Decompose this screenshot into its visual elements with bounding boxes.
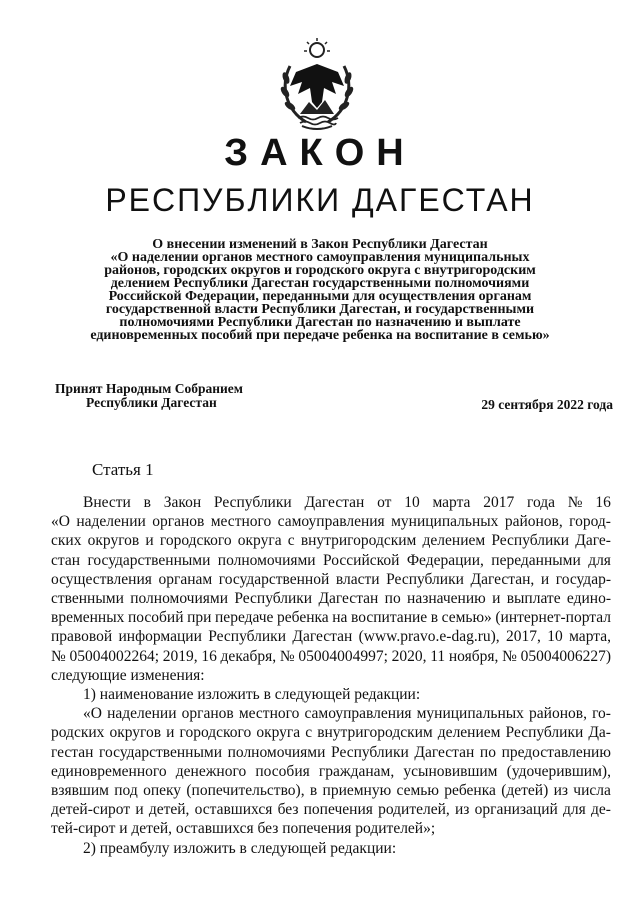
title-line: «О наделении органов местного самоуправления муниципальных — [110, 250, 530, 265]
adopted-by-line-2: Республики Дагестан — [86, 395, 217, 410]
body-line: тей-сирот и детей, оставшихся без попечения родителей»; — [51, 820, 436, 838]
body-line: ских округов и городского округа с внутригородским делением Республики Даге- — [51, 532, 611, 550]
title-line: единовременных пособий при передаче ребенка на воспитание в семью» — [90, 328, 550, 343]
body-line: детей-сирот и детей, оставшихся без попечения родителей, из организаций для де- — [51, 801, 611, 819]
article-heading: Статья 1 — [92, 460, 154, 479]
body-line: № 05004002264; 2019, 16 декабря, № 05004004997; 2020, 11 ноября, № 05004006227) — [51, 647, 611, 665]
title-line: государственной власти Республики Дагестан, и государственными — [105, 302, 535, 317]
title-line: делением Республики Дагестан государственными полномочиями — [110, 276, 530, 291]
body-line: осуществления органам государственной власти Республики Дагестан, и государ- — [51, 570, 611, 588]
adoption-date: 29 сентября 2022 года — [481, 397, 613, 412]
title-line: районов, городских округов и городского округа с внутригородским — [104, 263, 536, 278]
body-line: родских округов и городского округа с внутригородским делением Республики Да- — [51, 724, 611, 742]
republic-heading: РЕСПУБЛИКИ ДАГЕСТАН — [105, 182, 535, 218]
body-line: временных пособий при передаче ребенка на воспитание в семью» (интернет-портал — [51, 609, 611, 627]
body-line: гестан государственными полномочиями Республики Дагестан по предоставлению — [51, 743, 611, 761]
coat-of-arms-icon — [276, 36, 358, 132]
body-line: ственными полномочиями Республики Дагестан по назначению и выплате едино- — [51, 590, 611, 608]
adoption-note — [55, 382, 243, 410]
body-line: следующие изменения: — [51, 666, 205, 684]
body-line: единовременного денежного пособия гражданам, усыновившим (удочерившим), — [51, 762, 611, 780]
body-line: 2) преамбулу изложить в следующей редакции: — [83, 839, 397, 857]
law-title — [40, 238, 600, 342]
title-line: О внесении изменений в Закон Республики Дагестан — [152, 237, 488, 252]
body-line: стан государственными полномочиями Российской Федерации, переданными для — [51, 551, 611, 569]
body-line: Внести в Закон Республики Дагестан от 10 марта 2017 года № 16 — [83, 494, 611, 511]
adopted-by-line: Принят Народным Собранием — [55, 381, 243, 396]
title-line: Российской Федерации, переданными для осуществления органам — [108, 289, 532, 304]
body-line: правовой информации Республики Дагестан (www.pravo.e-dag.ru), 2017, 10 марта, — [51, 628, 611, 646]
body-line: «О наделении органов местного самоуправления муниципальных районов, го- — [83, 705, 611, 723]
title-line: полномочиями Республики Дагестан по назначению и выплате — [119, 315, 521, 330]
body-line: «О наделении органов местного самоуправления муниципальных районов, город- — [51, 513, 611, 531]
body-line: взявшим под опеку (попечительство), в приемную семью ребенка (детей) из числа — [51, 782, 611, 800]
law-heading: ЗАКОН — [224, 132, 416, 174]
article-body — [51, 493, 611, 858]
body-line: 1) наименование изложить в следующей редакции: — [83, 686, 421, 704]
